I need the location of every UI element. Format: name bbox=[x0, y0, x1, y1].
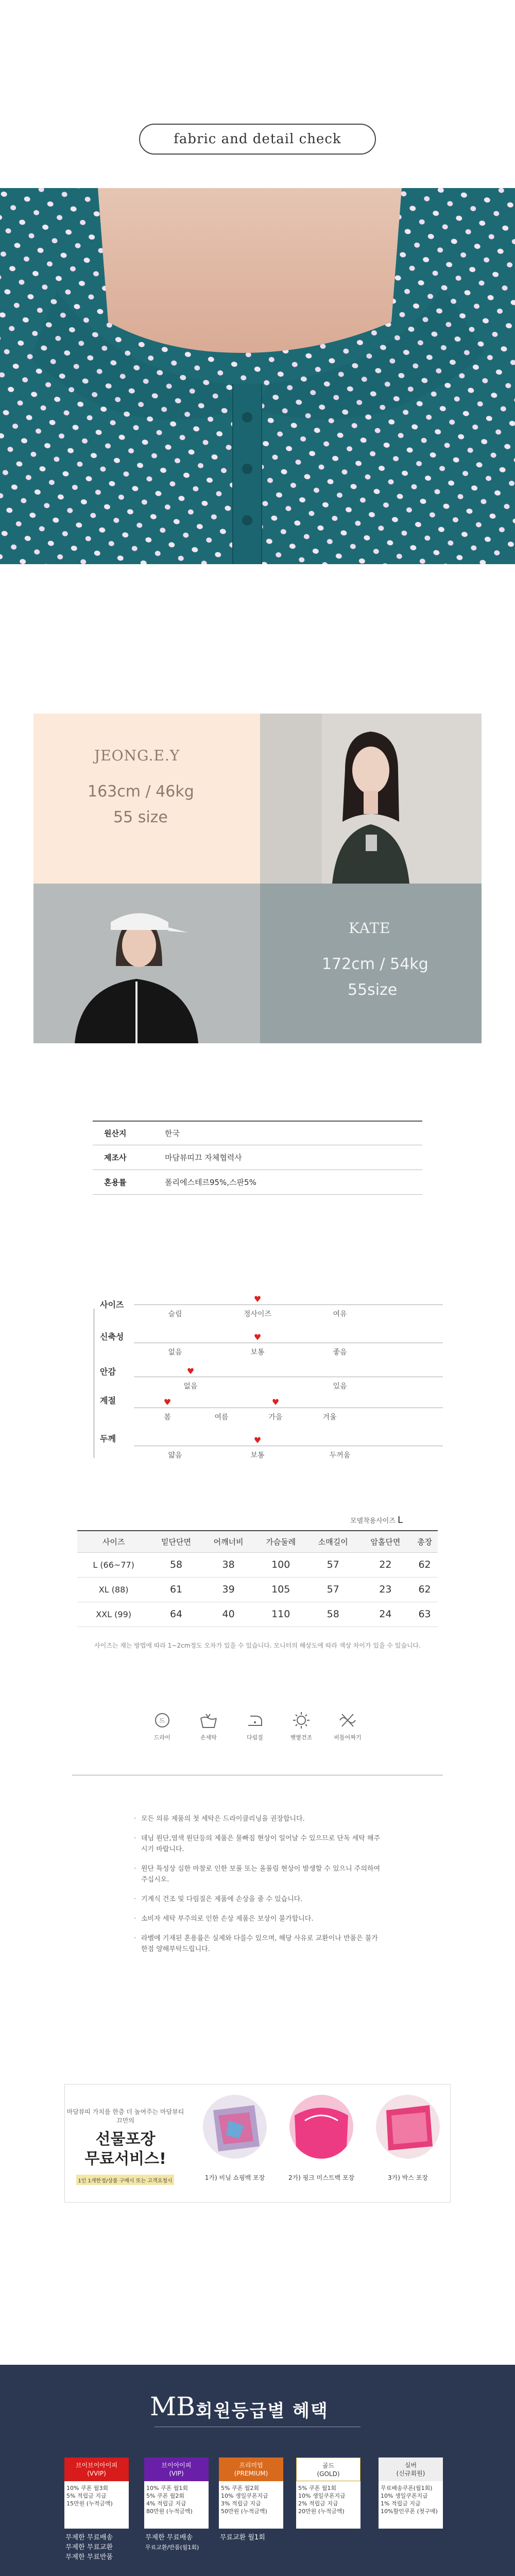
tier-benefits bbox=[144, 2481, 209, 2529]
size-cell: 39 bbox=[202, 1577, 255, 1602]
size-cell: 57 bbox=[307, 1577, 359, 1602]
membership-title: 회원등급별 혜택 bbox=[196, 2401, 329, 2421]
size-cell: 64 bbox=[150, 1602, 202, 1626]
tier-name: 브이아이피 bbox=[161, 2462, 192, 2469]
care-label: 다림질 bbox=[247, 1734, 263, 1741]
tier-benefit: 5% 쿠폰 월2회 bbox=[221, 2485, 259, 2492]
care-label: 드라이 bbox=[154, 1734, 170, 1741]
list-item: · 데님 원단,염색 원단등의 제품은 물빠짐 현상이 일어날 수 있으므로 단독 세탁 해주시기 바랍니다. bbox=[134, 1833, 381, 1855]
gift-option-image bbox=[289, 2095, 353, 2159]
list-item: · 원단 특성상 심한 마찰로 인한 보풀 또는 올풀림 현상이 발생할 수 있으니 주의하여 주십시오. bbox=[134, 1863, 381, 1885]
gift-wrap-banner bbox=[64, 2084, 451, 2202]
scale-label-fit: 사이즈 bbox=[100, 1300, 124, 1310]
size-cell: 62 bbox=[411, 1577, 438, 1602]
tier-extra: 무제한 무료반품 bbox=[65, 2553, 113, 2561]
model-name: JEONG.E.Y bbox=[94, 747, 180, 764]
gift-title-line: 선물포장 bbox=[95, 2130, 156, 2148]
tier-code: (신규회원) bbox=[396, 2470, 425, 2477]
care-label: 햇볕건조 bbox=[290, 1734, 313, 1741]
size-note: 사이즈는 재는 방법에 따라 1~2cm정도 오차가 있을 수 있습니다. 모니터의 해상도에 따라 색상 차이가 있을 수 있습니다. bbox=[94, 1642, 421, 1649]
size-cell: 105 bbox=[254, 1577, 307, 1602]
tier-benefit: 10% 생일쿠폰지급 bbox=[381, 2493, 428, 2499]
size-col-header: 가슴둘레 bbox=[254, 1531, 307, 1552]
tier-benefit: 80만원 (누적금액) bbox=[146, 2508, 193, 2515]
size-col-header: 사이즈 bbox=[77, 1531, 150, 1552]
heart-icon: ♥ bbox=[253, 1435, 262, 1445]
tier-silver bbox=[379, 2458, 443, 2571]
tier-header bbox=[64, 2458, 129, 2481]
size-cell: 24 bbox=[359, 1602, 412, 1626]
size-cell: 23 bbox=[359, 1577, 412, 1602]
tier-extra: 무제한 무료배송 bbox=[65, 2534, 113, 2541]
scale-line bbox=[134, 1304, 443, 1305]
size-cell: L (66~77) bbox=[77, 1552, 150, 1577]
info-row-maker bbox=[93, 1145, 422, 1170]
tier-vip bbox=[144, 2458, 209, 2571]
care-item bbox=[193, 1710, 224, 1752]
heart-icon: ♥ bbox=[186, 1366, 195, 1376]
svg-text:드: 드 bbox=[159, 1717, 165, 1724]
scale-option: 보통 bbox=[250, 1348, 265, 1357]
tier-extras bbox=[219, 2529, 283, 2543]
care-icons bbox=[147, 1710, 363, 1752]
tier-vvip bbox=[64, 2458, 129, 2571]
tier-premium bbox=[219, 2458, 283, 2571]
feature-scales bbox=[82, 1293, 433, 1473]
scale-label-season: 계절 bbox=[100, 1396, 116, 1405]
tier-benefits bbox=[296, 2481, 360, 2529]
dry-clean-icon bbox=[151, 1710, 173, 1730]
tier-name: 골드 bbox=[322, 2462, 335, 2469]
care-notes bbox=[134, 1814, 381, 1963]
tier-benefit: 3% 적립금 지급 bbox=[221, 2500, 261, 2507]
size-cell: 100 bbox=[254, 1552, 307, 1577]
scale-option: 얇음 bbox=[168, 1451, 182, 1460]
product-info-table bbox=[93, 1121, 422, 1195]
care-item bbox=[286, 1710, 317, 1752]
heart-icon: ♥ bbox=[253, 1294, 262, 1304]
model-info-kate bbox=[260, 884, 482, 1043]
care-item bbox=[332, 1710, 363, 1752]
list-item: · 모든 의류 제품의 첫 세탁은 드라이클리닝을 권장합니다. bbox=[134, 1814, 381, 1824]
heart-icon: ♥ bbox=[253, 1332, 262, 1342]
gift-option-label: 1가) 비닐 쇼핑백 포장 bbox=[204, 2174, 265, 2181]
model-name: KATE bbox=[349, 920, 391, 937]
scale-label-stretch: 신축성 bbox=[100, 1332, 124, 1342]
list-item: · 기계식 건조 및 다림질은 제품에 손상을 줄 수 있습니다. bbox=[134, 1894, 381, 1905]
logo-text: MB bbox=[150, 2392, 195, 2421]
tier-benefit: 10% 쿠폰 월3회 bbox=[66, 2485, 108, 2492]
gift-option-image bbox=[376, 2095, 440, 2159]
tier-extras bbox=[144, 2529, 209, 2552]
tier-gold bbox=[296, 2458, 360, 2571]
scale-option: 있음 bbox=[333, 1382, 347, 1391]
scale-option: 봄 bbox=[164, 1413, 171, 1421]
fabric-detail-title: fabric and detail check bbox=[139, 124, 376, 155]
scale-option: 슬림 bbox=[168, 1310, 182, 1318]
gift-title-line: 무료서비스! bbox=[84, 2150, 166, 2168]
model-size: 55 size bbox=[113, 808, 168, 826]
info-label: 제조사 bbox=[104, 1153, 127, 1162]
scale-option: 없음 bbox=[168, 1348, 182, 1357]
size-cell: 63 bbox=[411, 1602, 438, 1626]
no-wring-icon bbox=[337, 1710, 358, 1730]
size-cell: 38 bbox=[202, 1552, 255, 1577]
tier-benefit: 10%할인쿠폰 (첫구매) bbox=[381, 2508, 438, 2515]
gift-option-box[interactable] bbox=[367, 2095, 449, 2198]
scale-option: 겨울 bbox=[322, 1413, 337, 1421]
tier-benefits bbox=[64, 2481, 129, 2529]
tier-benefit: 5% 쿠폰 월2회 bbox=[146, 2493, 184, 2499]
scale-label-lining: 안감 bbox=[100, 1367, 116, 1377]
hand-wash-icon bbox=[198, 1710, 219, 1730]
list-item: · 라벨에 기재된 혼용률은 실제와 다를수 있으며, 해당 사유로 교환이나 반품은 불가한점 양해부탁드립니다. bbox=[134, 1933, 381, 1955]
model-photo-kate bbox=[33, 884, 260, 1043]
scale-option: 두꺼움 bbox=[329, 1451, 351, 1460]
model-size-caption bbox=[350, 1515, 403, 1526]
size-col-header: 총장 bbox=[411, 1531, 438, 1552]
gift-option-image bbox=[203, 2095, 267, 2159]
gift-title bbox=[65, 2130, 186, 2169]
table-row bbox=[77, 1552, 438, 1577]
size-cell: 57 bbox=[307, 1552, 359, 1577]
care-item bbox=[239, 1710, 270, 1752]
tier-code: (GOLD) bbox=[317, 2470, 340, 2478]
model-size-label: 모델착용사이즈 bbox=[350, 1517, 396, 1525]
scale-option: 좋음 bbox=[333, 1348, 347, 1357]
size-col-header: 소매길이 bbox=[307, 1531, 359, 1552]
size-cell: XXL (99) bbox=[77, 1602, 150, 1626]
tier-name: 프리미엄 bbox=[239, 2462, 263, 2469]
scale-option: 가을 bbox=[268, 1413, 283, 1421]
size-cell: XL (88) bbox=[77, 1577, 150, 1602]
tier-code: (VVIP) bbox=[87, 2470, 106, 2477]
tier-extras bbox=[64, 2529, 129, 2562]
scale-option: 정사이즈 bbox=[243, 1310, 272, 1318]
info-label: 원산지 bbox=[104, 1129, 127, 1138]
info-label: 혼용률 bbox=[104, 1178, 127, 1187]
tier-benefit: 5% 쿠폰 월1회 bbox=[298, 2485, 336, 2492]
size-cell: 58 bbox=[307, 1602, 359, 1626]
table-row bbox=[77, 1577, 438, 1602]
gift-option-vinyl[interactable] bbox=[194, 2095, 276, 2198]
tier-code: (PREMIUM) bbox=[234, 2470, 268, 2477]
tier-benefits bbox=[219, 2481, 283, 2529]
tier-benefit: 무료배송쿠폰(월1회) bbox=[381, 2485, 433, 2492]
size-cell: 40 bbox=[202, 1602, 255, 1626]
size-col-header: 밑단단면 bbox=[150, 1531, 202, 1552]
gift-badge: 1인 1개한정/상품 구매시 또는 고객요청시 bbox=[76, 2175, 174, 2185]
size-cell: 22 bbox=[359, 1552, 412, 1577]
fabric-closeup-photo bbox=[0, 188, 515, 564]
tier-header bbox=[219, 2458, 283, 2481]
gift-wrap-intro bbox=[65, 2084, 186, 2203]
size-col-header: 암홀단면 bbox=[359, 1531, 412, 1552]
model-size: 55size bbox=[348, 981, 398, 999]
scale-option: 여유 bbox=[333, 1310, 347, 1318]
sun-dry-icon bbox=[290, 1710, 312, 1730]
tier-extra: 무제한 무료배송 bbox=[145, 2534, 193, 2541]
tier-benefits bbox=[379, 2481, 443, 2529]
tier-benefit: 1% 적립금 지급 bbox=[381, 2500, 421, 2507]
tier-benefit: 10% 쿠폰 월1회 bbox=[146, 2485, 188, 2492]
tier-header bbox=[296, 2458, 360, 2481]
care-label: 비틀어짜기 bbox=[334, 1734, 362, 1741]
tier-benefit: 15만원 (누적금액) bbox=[66, 2500, 113, 2507]
brand-logo bbox=[149, 2385, 196, 2427]
gift-option-label: 3가) 박스 포장 bbox=[388, 2174, 428, 2181]
size-table bbox=[77, 1530, 438, 1627]
membership-benefits bbox=[0, 2365, 515, 2576]
tier-header bbox=[144, 2458, 209, 2481]
gift-subtitle: 마담뷰띠 가치를 한층 더 높여주는 마담뷰티끄만의 bbox=[66, 2108, 184, 2124]
tier-benefit: 10% 생일쿠폰지급 bbox=[221, 2493, 268, 2499]
size-cell: 61 bbox=[150, 1577, 202, 1602]
list-item: · 소비자 세탁 부주의로 인한 손상 제품은 보상이 불가합니다. bbox=[134, 1913, 381, 1924]
info-row-material bbox=[93, 1170, 422, 1195]
tier-benefit: 2% 적립금 지급 bbox=[298, 2500, 338, 2507]
scale-option: 보통 bbox=[250, 1451, 265, 1460]
tier-header bbox=[379, 2458, 443, 2481]
tier-extra: 무제한 무료교환 bbox=[65, 2544, 113, 2551]
gift-option-label: 2가) 핑크 미스트백 포장 bbox=[288, 2174, 355, 2181]
size-cell: 58 bbox=[150, 1552, 202, 1577]
model-height-weight: 172cm / 54kg bbox=[322, 955, 428, 973]
size-cell: 62 bbox=[411, 1552, 438, 1577]
tier-benefit: 50만원 (누적금액) bbox=[221, 2508, 267, 2515]
gift-option-pink-bag[interactable] bbox=[280, 2095, 363, 2198]
info-row-origin bbox=[93, 1121, 422, 1145]
model-size-value: L bbox=[398, 1515, 403, 1526]
tier-benefit: 20만원 (누적금액) bbox=[298, 2508, 345, 2515]
care-item bbox=[147, 1710, 178, 1752]
tier-name: 브이브이아이피 bbox=[75, 2462, 118, 2469]
scale-option: 없음 bbox=[183, 1382, 198, 1391]
info-value: 마담뷰띠끄 자체협력사 bbox=[165, 1153, 242, 1162]
model-photo-jeong bbox=[260, 714, 482, 884]
table-row bbox=[77, 1602, 438, 1626]
info-value: 한국 bbox=[165, 1129, 180, 1138]
model-height-weight: 163cm / 46kg bbox=[88, 783, 194, 801]
info-value: 폴리에스테르95%,스판5% bbox=[165, 1178, 256, 1187]
size-cell: 110 bbox=[254, 1602, 307, 1626]
tier-extra: 무료교환/반품(월1회) bbox=[145, 2544, 199, 2551]
iron-icon bbox=[244, 1710, 266, 1730]
tier-code: (VIP) bbox=[169, 2470, 184, 2477]
scale-option: 여름 bbox=[214, 1413, 229, 1421]
tier-benefit: 4% 적립금 지급 bbox=[146, 2500, 186, 2507]
scale-label-thickness: 두께 bbox=[100, 1434, 116, 1444]
heart-icon: ♥ bbox=[163, 1397, 171, 1407]
size-col-header: 어깨너비 bbox=[202, 1531, 255, 1552]
heart-icon: ♥ bbox=[271, 1397, 280, 1407]
tier-benefit: 10% 생일쿠폰지급 bbox=[298, 2493, 346, 2499]
model-info-jeong bbox=[33, 714, 260, 884]
care-label: 손세탁 bbox=[200, 1734, 217, 1741]
size-table-header bbox=[77, 1531, 438, 1552]
tier-benefit: 5% 적립금 지급 bbox=[66, 2493, 107, 2499]
tier-extra: 무료교환 월1회 bbox=[220, 2534, 265, 2541]
tier-name: 실버 bbox=[404, 2462, 417, 2469]
